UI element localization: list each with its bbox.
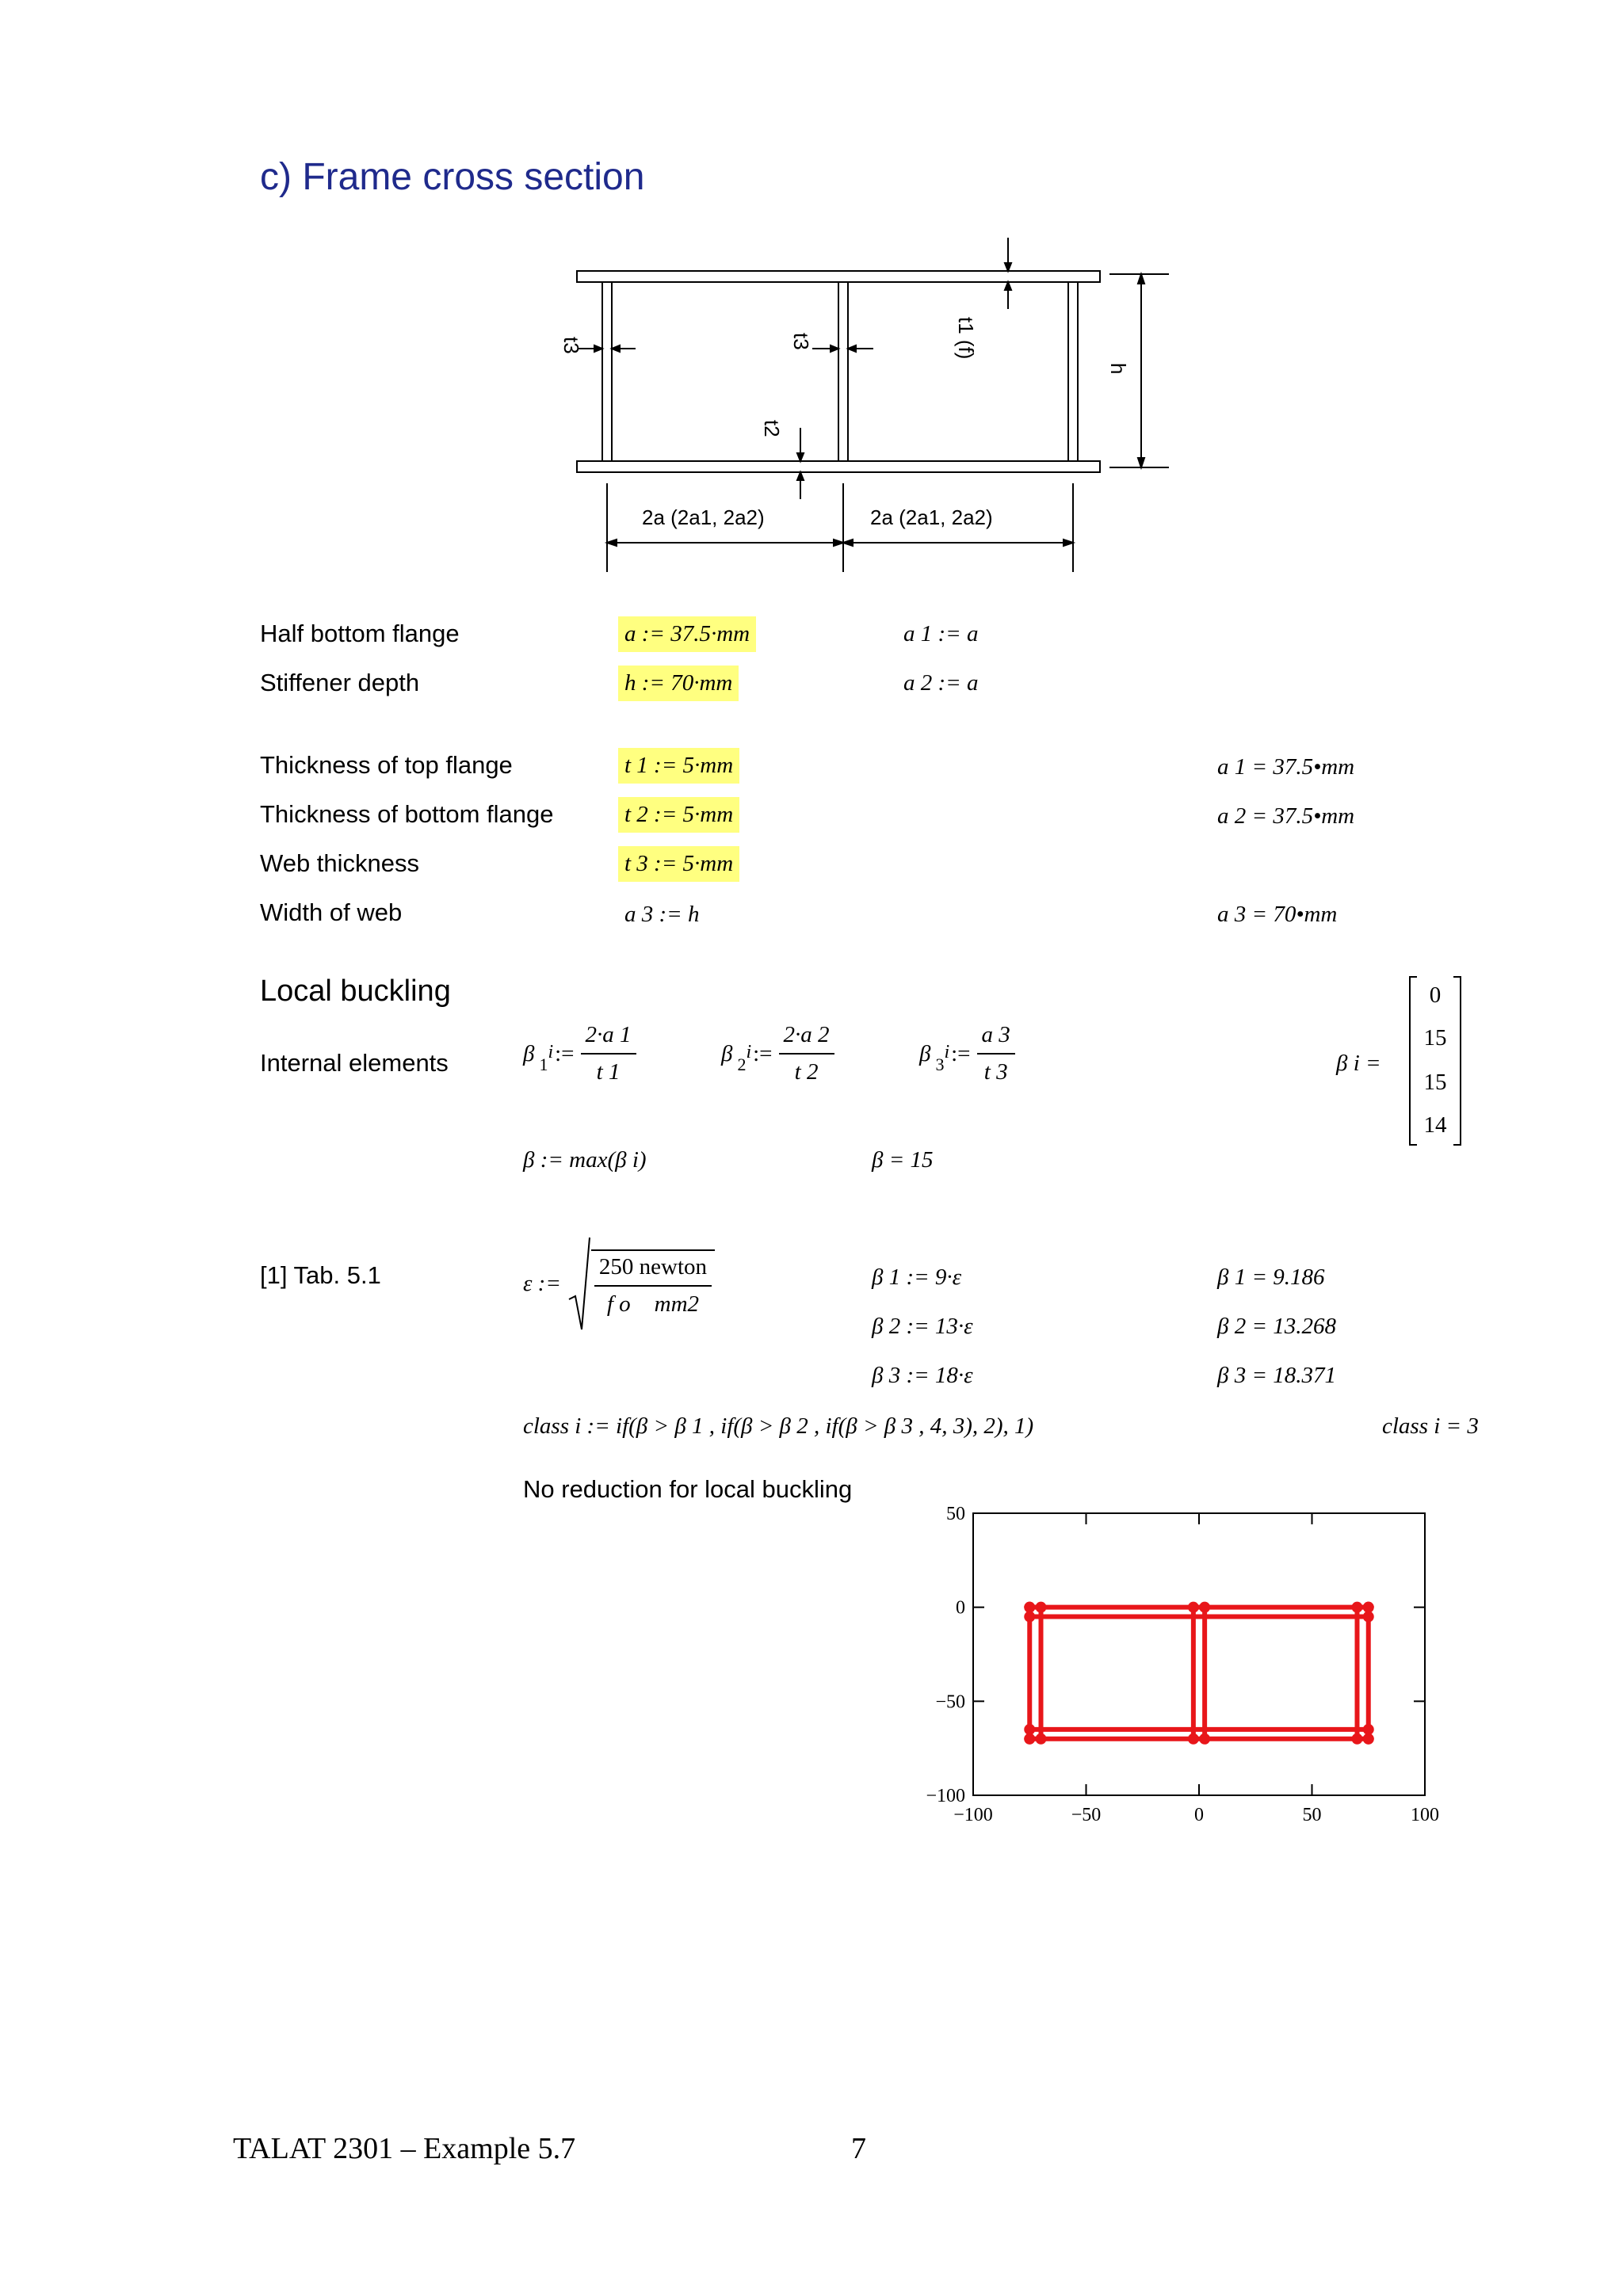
span-right-label: 2a (2a1, 2a2) [870,505,993,529]
section-point [1352,1733,1363,1745]
sqrt-sign [567,1236,591,1331]
section-point [1199,1733,1210,1745]
internal-elements-label: Internal elements [260,1049,449,1077]
web-left [602,282,612,461]
web-width-label: Width of web [260,898,403,926]
t3-mid-label: t3 [789,333,813,350]
section-point [1024,1733,1035,1745]
section-point [1036,1602,1047,1613]
conclusion-text: No reduction for local buckling [523,1475,853,1503]
section-point [1363,1602,1374,1613]
x-tick-label: 50 [1302,1805,1322,1825]
t2-definition[interactable]: t 2 := 5·mm [618,797,739,833]
y-tick-label: −50 [935,1691,965,1713]
beta-i-2: 15 [1423,1070,1447,1095]
x-tick-label: 0 [1194,1805,1204,1825]
class-definition: class i := if(β > β 1 , if(β > β 2 , if(β > β 3 , 4, 3), 2), 1) [523,1413,1034,1439]
a2-result: a 2 = 37.5•mm [1217,803,1355,829]
beta2-limit-definition: β 2 := 13·ε [872,1314,973,1339]
top-flange-label: Thickness of top flange [260,751,513,779]
footer-page-number: 7 [851,2132,866,2165]
beta2-definition: β 2 i := $\frac{2\cdot a 2}{t 2}$ [721,1022,834,1085]
h-definition[interactable]: h := 70·mm [618,666,739,701]
beta3-limit-definition: β 3 := 18·ε [872,1363,973,1388]
a2-definition: a 2 := a [903,670,979,696]
x-tick-label: −100 [953,1805,993,1825]
section-point [1036,1733,1047,1745]
web-middle [838,282,848,461]
section-heading: c) Frame cross section [260,156,645,198]
t1-definition[interactable]: t 1 := 5·mm [618,748,739,784]
footer-document: TALAT 2301 – Example 5.7 [233,2132,576,2165]
section-point [1188,1733,1199,1745]
t1-label: t1 (f) [954,317,978,360]
cross-section-plot [903,1497,1458,1830]
web-right [1068,282,1078,461]
bottom-flange [577,461,1100,472]
beta3-definition: β 3 i := $\frac{a 3}{t 3}$ [919,1022,1015,1085]
y-tick-label: 0 [956,1597,965,1619]
t3-definition[interactable]: t 3 := 5·mm [618,846,739,882]
beta-i-0: 0 [1429,982,1442,1008]
beta3-limit-value: β 3 = 18.371 [1217,1363,1337,1388]
t2-label: t2 [760,420,784,437]
a3-result: a 3 = 70•mm [1217,902,1338,927]
half-bottom-flange-label: Half bottom flange [260,620,460,647]
t3-left-label: t3 [559,337,583,354]
beta1-definition: β 1 i := $\frac{2\cdot a 1}{t 1}$ [523,1022,636,1085]
a1-definition: a 1 := a [903,621,979,646]
y-tick-label: −100 [926,1786,965,1806]
y-tick-label: 50 [946,1504,965,1524]
cross-section-figure [555,230,1181,586]
x-tick-label: −50 [1071,1805,1102,1825]
beta2-limit-value: β 2 = 13.268 [1217,1314,1337,1339]
beta1-limit-value: β 1 = 9.186 [1217,1264,1325,1290]
beta-result: β = 15 [872,1147,934,1173]
beta-i-vector [1409,976,1461,1146]
section-point [1363,1733,1374,1745]
section-point [1352,1602,1363,1613]
beta-max-definition: β := max(β i) [523,1147,647,1173]
bottom-flange-label: Thickness of bottom flange [260,800,554,828]
x-tick-label: 100 [1411,1805,1439,1825]
beta-i-3: 14 [1423,1112,1447,1138]
stiffener-depth-label: Stiffener depth [260,669,420,696]
a1-result: a 1 = 37.5•mm [1217,754,1355,780]
a3-definition: a 3 := h [624,902,700,927]
beta-i-1: 15 [1423,1025,1447,1051]
a-definition[interactable]: a := 37.5·mm [618,616,756,652]
section-point [1199,1602,1210,1613]
epsilon-definition: ε := 250 newton f o mm2 [523,1236,715,1331]
span-left-label: 2a (2a1, 2a2) [642,505,765,529]
section-point [1024,1602,1035,1613]
table-reference: [1] Tab. 5.1 [260,1261,381,1289]
h-label: h [1106,363,1130,375]
local-buckling-title: Local buckling [260,974,451,1008]
beta1-limit-definition: β 1 := 9·ε [872,1264,962,1290]
web-thickness-label: Web thickness [260,849,420,877]
top-flange [577,271,1100,282]
beta-i-label: β i = [1336,1051,1381,1076]
section-point [1188,1602,1199,1613]
class-value: class i = 3 [1382,1413,1479,1439]
